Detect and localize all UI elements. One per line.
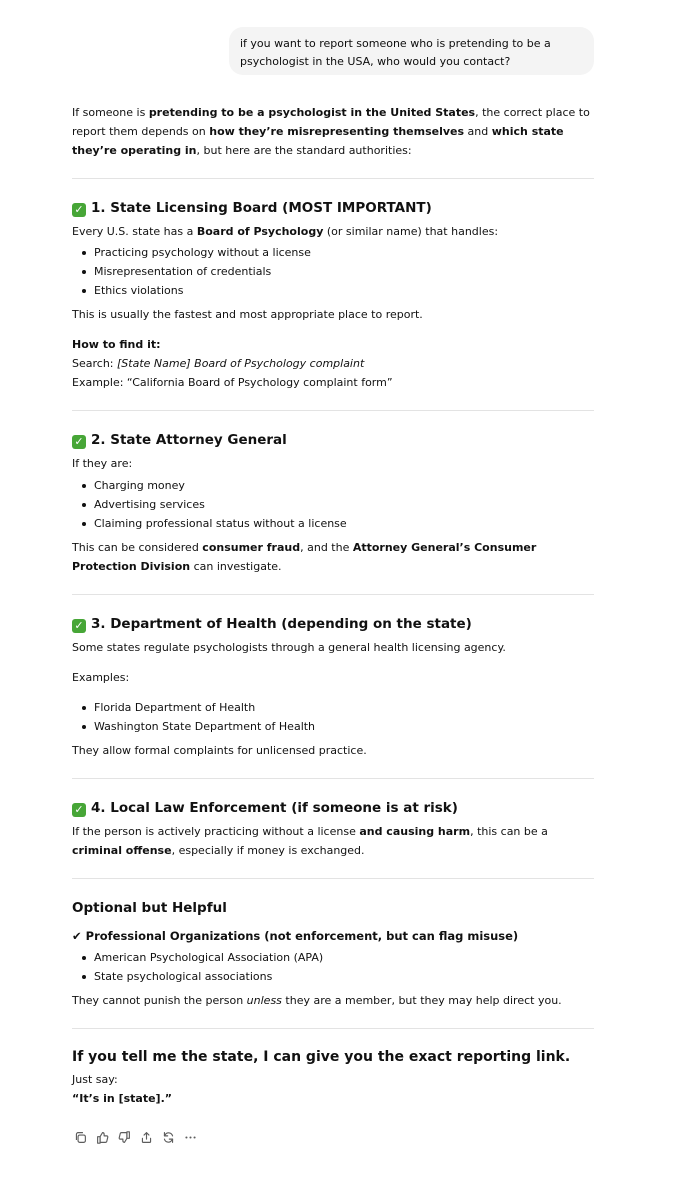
professional-orgs-subheading: ✔ Professional Organizations (not enforcement, but can flag misuse) xyxy=(72,929,519,943)
section-2-heading xyxy=(72,430,594,450)
s2-text-e: can investigate. xyxy=(190,560,282,573)
regenerate-button[interactable] xyxy=(160,1129,176,1145)
section-3-heading xyxy=(72,614,594,634)
section-3-paragraph: Some states regulate psychologists through a general health licensing agency. xyxy=(72,641,506,654)
thumbs-up-icon xyxy=(96,1131,109,1144)
intro-text-4: , but here are the standard authorities: xyxy=(196,144,412,157)
search-line xyxy=(72,354,594,373)
s5-text-a: They cannot punish the person xyxy=(72,994,247,1007)
intro-text-1: If someone is xyxy=(72,106,149,119)
check-mark-icon: ✓ xyxy=(72,619,86,633)
list-item: Ethics violations xyxy=(94,281,594,300)
closing-line-2 xyxy=(72,1089,594,1108)
section-3-list xyxy=(72,698,594,736)
section-3-note: They allow formal complaints for unlicensed practice. xyxy=(72,744,367,757)
check-mark-icon: ✓ xyxy=(72,803,86,817)
section-2-note xyxy=(72,538,594,576)
divider xyxy=(72,410,594,411)
optional-heading: Optional but Helpful xyxy=(72,900,227,916)
example-line: Example: “California Board of Psychology complaint form” xyxy=(72,376,393,389)
copy-button[interactable] xyxy=(72,1129,88,1145)
thumbs-down-icon xyxy=(118,1131,131,1144)
user-message-bubble xyxy=(229,27,594,75)
section-4-title: 4. Local Law Enforcement (if someone is at risk) xyxy=(91,800,458,816)
section-5-note xyxy=(72,991,594,1010)
share-button[interactable] xyxy=(138,1129,154,1145)
s4-bold-d: criminal offense xyxy=(72,844,172,857)
intro-paragraph xyxy=(72,103,594,160)
section-5-list xyxy=(72,948,594,986)
search-label: Search: xyxy=(72,357,117,370)
section-2-title: 2. State Attorney General xyxy=(91,432,287,448)
s1-text-a: Every U.S. state has a xyxy=(72,225,197,238)
section-2-list xyxy=(72,476,594,533)
how-to-find-label xyxy=(72,335,594,354)
more-icon xyxy=(184,1131,197,1144)
intro-text-2: , the correct place to report them depends on xyxy=(72,106,590,138)
check-mark-icon: ✓ xyxy=(72,203,86,217)
s4-bold-b: and causing harm xyxy=(359,825,471,838)
search-query: [State Name] Board of Psychology complaint xyxy=(117,357,365,370)
thumbs-up-button[interactable] xyxy=(94,1129,110,1145)
thumbs-down-button[interactable] xyxy=(116,1129,132,1145)
divider xyxy=(72,878,594,879)
section-1-title: 1. State Licensing Board (MOST IMPORTANT) xyxy=(91,200,432,216)
section-1-heading xyxy=(72,198,594,218)
s4-text-e: , especially if money is exchanged. xyxy=(171,844,365,857)
section-2-paragraph: If they are: xyxy=(72,457,133,470)
assistant-response xyxy=(72,103,594,1108)
list-item: American Psychological Association (APA) xyxy=(94,948,594,967)
closing-heading: If you tell me the state, I can give you the exact reporting link. xyxy=(72,1049,571,1065)
section-3-title: 3. Department of Health (depending on the state) xyxy=(91,616,472,632)
more-options-button[interactable] xyxy=(182,1129,198,1145)
divider xyxy=(72,178,594,179)
section-4-paragraph xyxy=(72,822,594,860)
s2-bold-d: Attorney General’s Consumer Protection Division xyxy=(72,541,537,573)
s4-text-a: If the person is actively practicing without a license xyxy=(72,825,360,838)
s2-bold-b: consumer fraud xyxy=(202,541,301,554)
s2-text-a: This can be considered xyxy=(72,541,203,554)
closing-line-1: Just say: xyxy=(72,1073,118,1086)
s5-text-c: they are a member, but they may help direct you. xyxy=(281,994,562,1007)
section-1-paragraph xyxy=(72,222,594,241)
list-item: Practicing psychology without a license xyxy=(94,243,594,262)
divider xyxy=(72,778,594,779)
divider xyxy=(72,594,594,595)
s5-italic-b: unless xyxy=(246,994,282,1007)
list-item: Charging money xyxy=(94,476,594,495)
section-4-heading xyxy=(72,798,594,818)
list-item: Claiming professional status without a license xyxy=(94,514,594,533)
user-message-text: if you want to report someone who is pretending to be a psychologist in the USA, who would you contact? xyxy=(240,37,551,68)
check-mark-icon: ✓ xyxy=(72,435,86,449)
regenerate-icon xyxy=(162,1131,175,1144)
intro-bold-1: pretending to be a psychologist in the United States xyxy=(148,106,476,119)
list-item: Florida Department of Health xyxy=(94,698,594,717)
how-to-find-bold: How to find it: xyxy=(72,338,161,351)
s2-text-c: , and the xyxy=(300,541,353,554)
s1-bold-b: Board of Psychology xyxy=(196,225,324,238)
list-item: Advertising services xyxy=(94,495,594,514)
examples-label: Examples: xyxy=(72,671,130,684)
s1-text-c: (or similar name) that handles: xyxy=(323,225,499,238)
list-item: Misrepresentation of credentials xyxy=(94,262,594,281)
list-item: Washington State Department of Health xyxy=(94,717,594,736)
s4-text-c: , this can be a xyxy=(470,825,548,838)
divider xyxy=(72,1028,594,1029)
intro-bold-2: how they’re misrepresenting themselves xyxy=(209,125,465,138)
copy-icon xyxy=(74,1131,87,1144)
share-icon xyxy=(140,1131,153,1144)
section-1-note: This is usually the fastest and most appropriate place to report. xyxy=(72,308,423,321)
intro-bold-3: which state they’re operating in xyxy=(72,125,564,157)
message-action-bar xyxy=(72,1129,198,1145)
closing-bold: “It’s in [state].” xyxy=(72,1092,172,1105)
section-1-list xyxy=(72,243,594,300)
list-item: State psychological associations xyxy=(94,967,594,986)
intro-text-3: and xyxy=(464,125,492,138)
